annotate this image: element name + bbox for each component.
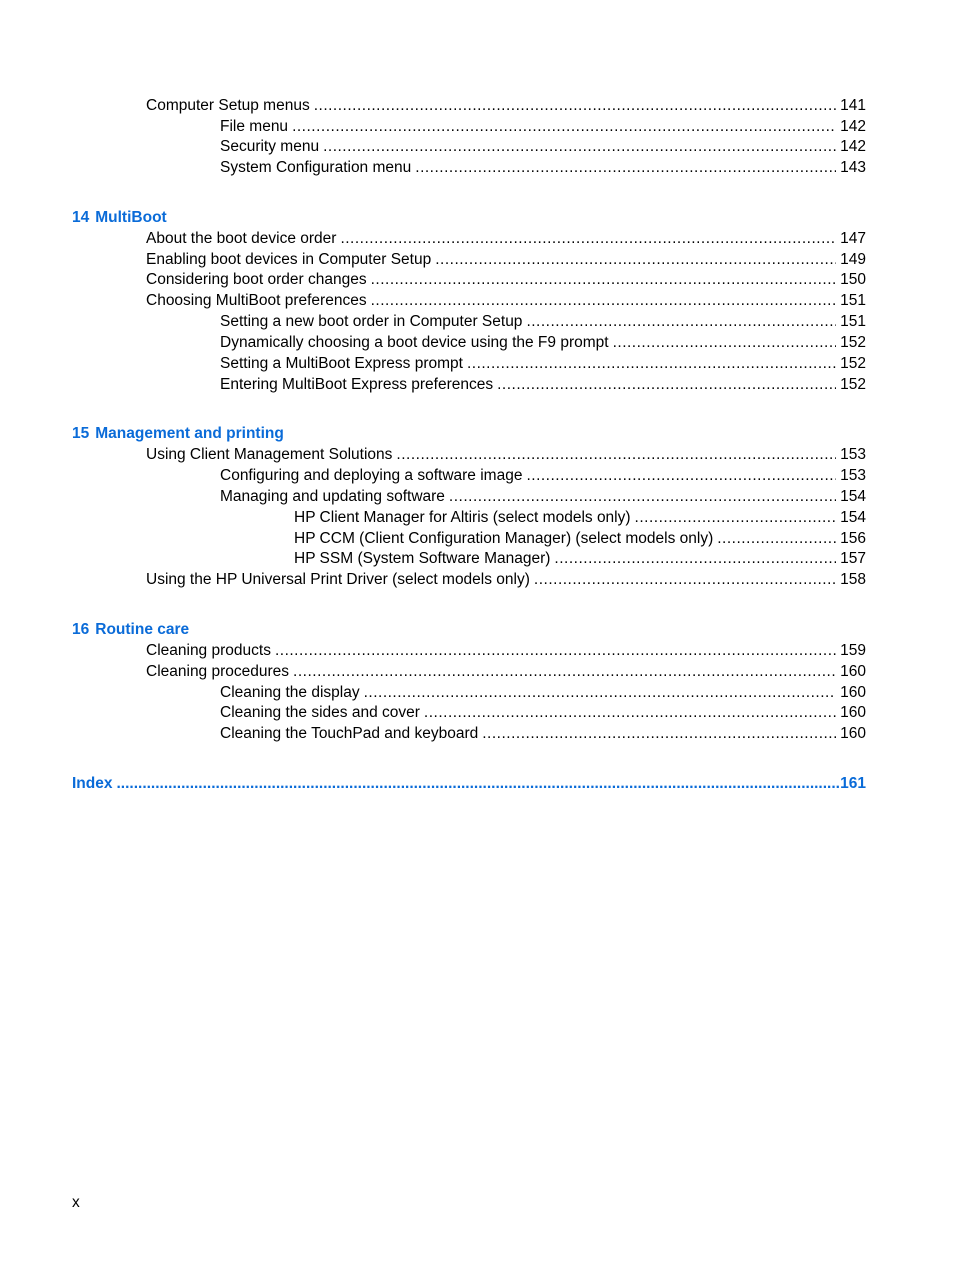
toc-entry[interactable]	[146, 570, 866, 590]
toc-entry-title: Entering MultiBoot Express preferences	[220, 376, 494, 393]
toc-entry-page: 152	[840, 355, 866, 372]
toc-entry[interactable]	[146, 270, 866, 290]
index-entry[interactable]	[72, 774, 866, 794]
dot-leader	[424, 703, 836, 723]
toc-entry[interactable]	[146, 445, 866, 465]
toc-entry[interactable]	[146, 250, 866, 270]
toc-entry-title: HP CCM (Client Configuration Manager) (select models only)	[294, 530, 714, 547]
toc-entry-page: 149	[840, 251, 866, 268]
dot-leader	[371, 291, 837, 311]
toc-entry[interactable]	[294, 529, 866, 549]
dot-leader	[371, 270, 837, 290]
toc-entry-page: 153	[840, 446, 866, 463]
toc-entry-title: Configuring and deploying a software image	[220, 467, 523, 484]
toc-entry-page: 160	[840, 684, 866, 701]
dot-leader	[449, 487, 836, 507]
toc-entry-page: 147	[840, 230, 866, 247]
dot-leader	[526, 466, 836, 486]
toc-entry-page: 158	[840, 571, 866, 588]
toc-entry[interactable]	[220, 487, 866, 507]
toc-entry-page: 154	[840, 509, 866, 526]
toc-entry-page: 141	[840, 97, 866, 114]
dot-leader	[635, 508, 837, 528]
toc-entry[interactable]	[220, 703, 866, 723]
toc-entry[interactable]	[220, 333, 866, 353]
page-number: x	[72, 1194, 80, 1211]
chapter-title: Management and printing	[95, 425, 284, 442]
toc-entry-title: Cleaning products	[146, 642, 271, 659]
toc-entry-title: File menu	[220, 118, 289, 135]
toc-entry[interactable]	[294, 508, 866, 528]
toc-entry[interactable]	[220, 375, 866, 395]
dot-leader	[364, 683, 837, 703]
dot-leader	[116, 774, 840, 794]
chapter-heading[interactable]	[72, 208, 167, 228]
toc-entry[interactable]	[220, 724, 866, 744]
dot-leader	[275, 641, 836, 661]
dot-leader	[717, 529, 836, 549]
toc-entry[interactable]	[220, 312, 866, 332]
toc-entry-page: 150	[840, 271, 866, 288]
toc-entry-title: Cleaning the display	[220, 684, 360, 701]
dot-leader	[415, 158, 836, 178]
dot-leader	[613, 333, 837, 353]
index-page: 161	[840, 775, 866, 792]
toc-entry-title: Computer Setup menus	[146, 97, 310, 114]
dot-leader	[293, 662, 836, 682]
toc-entry[interactable]	[146, 291, 866, 311]
toc-entry-page: 143	[840, 159, 866, 176]
chapter-heading[interactable]	[72, 424, 284, 444]
toc-entry-page: 142	[840, 138, 866, 155]
dot-leader	[340, 229, 836, 249]
dot-leader	[467, 354, 836, 374]
dot-leader	[554, 549, 836, 569]
toc-entry[interactable]	[146, 229, 866, 249]
dot-leader	[292, 117, 836, 137]
toc-entry-title: Considering boot order changes	[146, 271, 367, 288]
toc-entry-page: 159	[840, 642, 866, 659]
dot-leader	[396, 445, 836, 465]
dot-leader	[534, 570, 836, 590]
toc-entry-title: Using Client Management Solutions	[146, 446, 393, 463]
toc-entry-page: 153	[840, 467, 866, 484]
toc-entry[interactable]	[220, 117, 866, 137]
toc-entry-title: HP Client Manager for Altiris (select models only)	[294, 509, 631, 526]
chapter-heading[interactable]	[72, 620, 189, 640]
chapter-number: 15	[72, 425, 90, 442]
toc-entry-page: 152	[840, 334, 866, 351]
dot-leader	[323, 137, 836, 157]
toc-entry[interactable]	[146, 96, 866, 116]
toc-entry-page: 160	[840, 663, 866, 680]
toc-entry-title: Setting a MultiBoot Express prompt	[220, 355, 463, 372]
toc-entry[interactable]	[146, 662, 866, 682]
toc-entry-title: Enabling boot devices in Computer Setup	[146, 251, 432, 268]
chapter-number: 14	[72, 209, 90, 226]
toc-entry[interactable]	[220, 158, 866, 178]
toc-entry-title: Choosing MultiBoot preferences	[146, 292, 367, 309]
toc-entry-page: 154	[840, 488, 866, 505]
toc-entry[interactable]	[220, 137, 866, 157]
toc-entry[interactable]	[220, 466, 866, 486]
toc-entry-page: 160	[840, 704, 866, 721]
toc-entry-title: About the boot device order	[146, 230, 337, 247]
toc-entry-title: Using the HP Universal Print Driver (select models only)	[146, 571, 530, 588]
toc-entry-title: Security menu	[220, 138, 320, 155]
dot-leader	[497, 375, 836, 395]
index-title: Index	[72, 775, 113, 792]
toc-entry-title: HP SSM (System Software Manager)	[294, 550, 551, 567]
toc-entry-title: Dynamically choosing a boot device using the F9 prompt	[220, 334, 609, 351]
dot-leader	[314, 96, 836, 116]
toc-entry-title: Setting a new boot order in Computer Setup	[220, 313, 523, 330]
toc-entry-title: Cleaning procedures	[146, 663, 290, 680]
toc-entry-title: System Configuration menu	[220, 159, 412, 176]
dot-leader	[526, 312, 836, 332]
toc-entry[interactable]	[146, 641, 866, 661]
toc-entry-page: 157	[840, 550, 866, 567]
toc-entry[interactable]	[220, 354, 866, 374]
dot-leader	[435, 250, 836, 270]
toc-entry-page: 152	[840, 376, 866, 393]
chapter-title: Routine care	[95, 621, 190, 638]
toc-entry-page: 156	[840, 530, 866, 547]
toc-entry-title: Managing and updating software	[220, 488, 445, 505]
chapter-number: 16	[72, 621, 90, 638]
dot-leader	[482, 724, 836, 744]
toc-entry[interactable]	[294, 549, 866, 569]
toc-entry[interactable]	[220, 683, 866, 703]
toc-entry-title: Cleaning the TouchPad and keyboard	[220, 725, 479, 742]
toc-entry-page: 142	[840, 118, 866, 135]
toc-entry-page: 151	[840, 313, 866, 330]
toc-entry-page: 151	[840, 292, 866, 309]
toc-entry-page: 160	[840, 725, 866, 742]
toc-entry-title: Cleaning the sides and cover	[220, 704, 420, 721]
chapter-title: MultiBoot	[95, 209, 167, 226]
